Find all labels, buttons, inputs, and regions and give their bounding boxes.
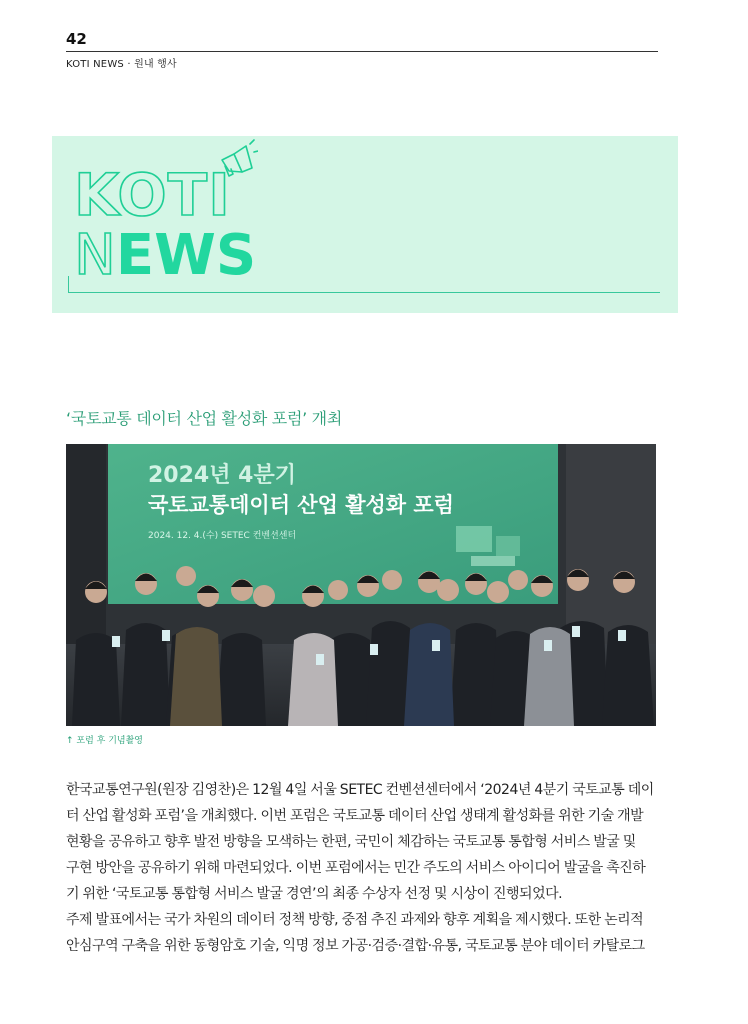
logo-news-solid: EWS [115, 223, 257, 288]
body-line: 구현 방안을 공유하기 위해 마련되었다. 이번 포럼에서는 민간 주도의 서비스 아이디어 발굴을 촉진하 [66, 860, 646, 876]
screen-line-2: 국토교통데이터 산업 활성화 포럼 [148, 493, 454, 517]
section-label: KOTI NEWS · 원내 행사 [66, 59, 177, 70]
photo-caption: ↑ 포럼 후 기념촬영 [66, 736, 143, 746]
body-line: 현황을 공유하고 향후 발전 방향을 모색하는 한편, 국민이 체감하는 국토교통 통합형 서비스 발굴 및 [66, 834, 636, 850]
body-line: 주제 발표에서는 국가 차원의 데이터 정책 방향, 중점 추진 과제와 향후 계획을 제시했다. 또한 논리적 [66, 912, 644, 928]
screen-line-3: 2024. 12. 4.(수) SETEC 컨벤션센터 [148, 531, 297, 541]
banner-rule [68, 292, 660, 293]
group-photo [66, 444, 656, 726]
logo-news-outline: N [74, 223, 116, 288]
page-number: 42 [66, 30, 87, 48]
screen-line-1: 2024년 4분기 [148, 463, 296, 488]
megaphone-icon [212, 138, 258, 184]
koti-news-banner [52, 136, 678, 313]
article-title: ‘국토교통 데이터 산업 활성화 포럼’ 개최 [66, 409, 342, 428]
logo-news [74, 223, 257, 288]
article-body [66, 777, 658, 959]
body-line: 안심구역 구축을 위한 동형암호 기술, 익명 정보 가공·검증·결합·유통, 국토교통 분야 데이터 카탈로그 [66, 938, 645, 954]
banner-tick [68, 276, 69, 293]
body-line: 터 산업 활성화 포럼’을 개최했다. 이번 포럼은 국토교통 데이터 산업 생태계 활성화를 위한 기술 개발 [66, 808, 644, 824]
body-line: 기 위한 ‘국토교통 통합형 서비스 발굴 경연’의 최종 수상자 선정 및 시상이 진행되었다. [66, 886, 563, 902]
logo-koti: KOTI [74, 161, 231, 229]
header-rule [66, 51, 658, 52]
body-line: 한국교통연구원(원장 김영찬)은 12월 4일 서울 SETEC 컨벤션센터에서 ‘2024년 4분기 국토교통 데이 [66, 782, 654, 798]
